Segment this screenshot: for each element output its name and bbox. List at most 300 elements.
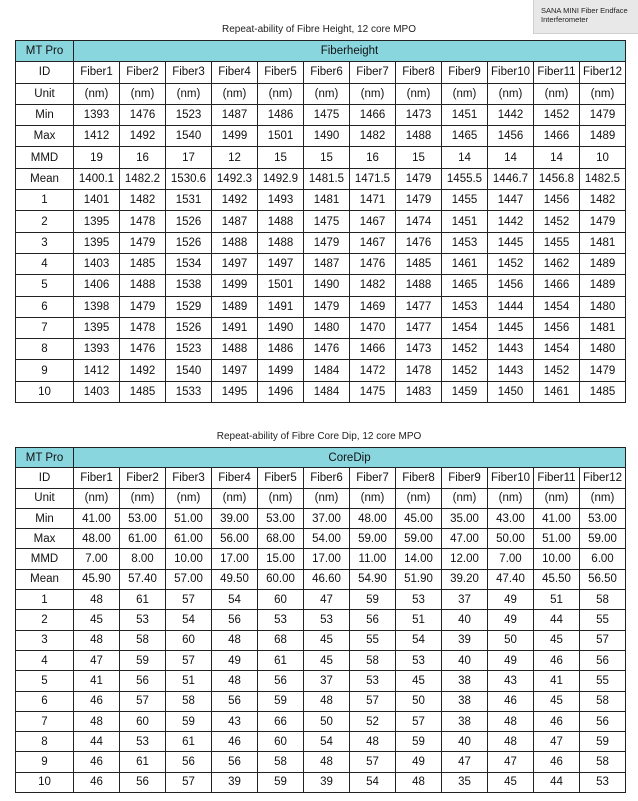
table-cell: 12	[212, 147, 258, 168]
row-label: 2	[16, 610, 74, 630]
table-cell: 51.90	[396, 569, 442, 589]
table-cell: 47	[442, 752, 488, 772]
table-cell: 1488	[258, 211, 304, 232]
table-group-header: Fiberheight	[74, 41, 626, 62]
table2-caption: Repeat-ability of Fibre Core Dip, 12 core MPO	[216, 431, 422, 442]
table-cell: 59	[258, 691, 304, 711]
table-cell: 49	[488, 610, 534, 630]
table-cell: 53	[396, 650, 442, 670]
table-cell: 1442	[488, 211, 534, 232]
row-label: MMD	[16, 147, 74, 168]
table-cell: 59	[350, 590, 396, 610]
table-cell: 1444	[488, 296, 534, 317]
table-cell: 45	[534, 691, 580, 711]
table-cell: Fiber6	[304, 62, 350, 83]
table-cell: 1459	[442, 381, 488, 402]
table-cell: 41	[534, 671, 580, 691]
table-cell: 1479	[580, 211, 626, 232]
table-cell: Fiber3	[166, 468, 212, 488]
table-cell: 47.00	[442, 529, 488, 549]
table-cell: 39	[304, 772, 350, 792]
table-corner-label: MT Pro	[16, 41, 74, 62]
table-cell: 1484	[304, 360, 350, 381]
table-cell: 1530.6	[166, 168, 212, 189]
table-cell: 1492	[120, 126, 166, 147]
row-label: 10	[16, 772, 74, 792]
table-cell: 1492	[212, 190, 258, 211]
table-cell: 45	[396, 671, 442, 691]
table-cell: 1475	[304, 211, 350, 232]
table-cell: 68.00	[258, 529, 304, 549]
table-cell: 7.00	[488, 549, 534, 569]
table-cell: 60	[166, 630, 212, 650]
table-cell: Fiber6	[304, 468, 350, 488]
table-cell: (nm)	[350, 488, 396, 508]
table-cell: 53	[580, 772, 626, 792]
table-cell: (nm)	[580, 488, 626, 508]
row-label: MMD	[16, 549, 74, 569]
table-cell: 17	[166, 147, 212, 168]
table-cell: 1456	[534, 190, 580, 211]
table-cell: 60	[258, 732, 304, 752]
table-cell: 1481	[304, 190, 350, 211]
table-cell: 1466	[534, 275, 580, 296]
table-cell: 57.40	[120, 569, 166, 589]
table-cell: 47	[304, 590, 350, 610]
table-cell: 49	[488, 650, 534, 670]
row-label: 5	[16, 671, 74, 691]
table-cell: 1465	[442, 126, 488, 147]
row-label: 2	[16, 211, 74, 232]
table-cell: 57	[166, 590, 212, 610]
table-cell: 1442	[488, 104, 534, 125]
table-cell: 58	[580, 590, 626, 610]
table-cell: 44	[534, 772, 580, 792]
table-cell: 39.00	[212, 508, 258, 528]
row-label: ID	[16, 62, 74, 83]
table-cell: 47	[488, 752, 534, 772]
table-row	[16, 126, 626, 147]
table-cell: 58	[166, 691, 212, 711]
table-cell: 39.20	[442, 569, 488, 589]
table-cell: 1538	[166, 275, 212, 296]
table-cell: 1489	[580, 253, 626, 274]
table-row	[16, 317, 626, 338]
table-cell: 1499	[212, 275, 258, 296]
fiber-height-table	[15, 40, 626, 403]
table-cell: 1526	[166, 211, 212, 232]
table-cell: 1540	[166, 360, 212, 381]
table-cell: 1412	[74, 126, 120, 147]
table1-caption: Repeat-ability of Fibre Height, 12 core MPO	[222, 24, 416, 35]
row-label: 3	[16, 232, 74, 253]
table-cell: 1476	[350, 253, 396, 274]
table-cell: 40	[442, 610, 488, 630]
table-cell: 1450	[488, 381, 534, 402]
row-label: Unit	[16, 83, 74, 104]
table-cell: 1476	[304, 339, 350, 360]
table-cell: 45	[304, 650, 350, 670]
table-cell: 56	[212, 691, 258, 711]
table-cell: 15	[304, 147, 350, 168]
table-cell: 58	[120, 630, 166, 650]
table-row	[16, 275, 626, 296]
table-cell: 61	[120, 590, 166, 610]
table-cell: 45.50	[534, 569, 580, 589]
table-cell: 17.00	[212, 549, 258, 569]
table-cell: 1452	[534, 104, 580, 125]
table-cell: 8.00	[120, 549, 166, 569]
table-cell: 1467	[350, 211, 396, 232]
table-cell: 56	[212, 610, 258, 630]
table-cell: 1478	[120, 317, 166, 338]
table-cell: 1470	[350, 317, 396, 338]
table-cell: 1501	[258, 275, 304, 296]
table-cell: 1451	[442, 104, 488, 125]
table-cell: 1451	[442, 211, 488, 232]
row-label: 8	[16, 339, 74, 360]
table-cell: 1452	[534, 360, 580, 381]
table-cell: 1446.7	[488, 168, 534, 189]
table-cell: 59.00	[580, 529, 626, 549]
table-cell: 44	[534, 610, 580, 630]
table-cell: 57	[120, 691, 166, 711]
table-cell: 1488	[212, 339, 258, 360]
table-cell: 1403	[74, 253, 120, 274]
table-cell: 1453	[442, 296, 488, 317]
table-cell: 1495	[212, 381, 258, 402]
table-cell: (nm)	[166, 83, 212, 104]
table-cell: Fiber9	[442, 62, 488, 83]
table-cell: 1461	[534, 381, 580, 402]
table-cell: 57	[580, 630, 626, 650]
table-cell: 1497	[258, 253, 304, 274]
table-cell: 1487	[212, 211, 258, 232]
table-cell: 56	[120, 671, 166, 691]
table-cell: 1490	[304, 126, 350, 147]
table-cell: 1398	[74, 296, 120, 317]
table-cell: Fiber7	[350, 62, 396, 83]
row-label: 1	[16, 190, 74, 211]
table-cell: 1479	[580, 104, 626, 125]
table-cell: 53	[304, 610, 350, 630]
table-cell: 1406	[74, 275, 120, 296]
table-header-row	[16, 448, 626, 468]
table-group-header: CoreDip	[74, 448, 626, 468]
table-cell: 1474	[396, 211, 442, 232]
table-cell: Fiber4	[212, 468, 258, 488]
table-cell: 46	[74, 752, 120, 772]
table-cell: 49	[396, 752, 442, 772]
table-cell: 1477	[396, 317, 442, 338]
table-cell: 1466	[350, 339, 396, 360]
table-cell: (nm)	[396, 83, 442, 104]
table-cell: 1488	[396, 275, 442, 296]
table-cell: Fiber9	[442, 468, 488, 488]
table-cell: (nm)	[258, 83, 304, 104]
table-cell: 1540	[166, 126, 212, 147]
table-cell: 1443	[488, 339, 534, 360]
table-cell: 53.00	[120, 508, 166, 528]
table-cell: 1481	[580, 317, 626, 338]
table-cell: 1479	[120, 296, 166, 317]
table-cell: 1443	[488, 360, 534, 381]
table-cell: 1467	[350, 232, 396, 253]
table-cell: Fiber5	[258, 468, 304, 488]
table-cell: 1454	[534, 296, 580, 317]
table-cell: (nm)	[258, 488, 304, 508]
table-cell: 54	[212, 590, 258, 610]
table-cell: 1526	[166, 317, 212, 338]
table-cell: 1476	[120, 339, 166, 360]
table-cell: 1456	[488, 126, 534, 147]
table-cell: 48	[350, 732, 396, 752]
table-cell: 59	[166, 711, 212, 731]
table-cell: 56	[350, 610, 396, 630]
table-cell: 1452	[488, 253, 534, 274]
table-cell: 14	[488, 147, 534, 168]
table-cell: 1484	[304, 381, 350, 402]
table-cell: 1480	[580, 296, 626, 317]
table-cell: 46.60	[304, 569, 350, 589]
table-cell: (nm)	[534, 488, 580, 508]
table-cell: Fiber12	[580, 62, 626, 83]
row-label: 10	[16, 381, 74, 402]
table-cell: 66	[258, 711, 304, 731]
table-cell: 1469	[350, 296, 396, 317]
table-cell: 1480	[304, 317, 350, 338]
table-cell: 54.90	[350, 569, 396, 589]
table-row	[16, 253, 626, 274]
table-row	[16, 691, 626, 711]
table-cell: 1481.5	[304, 168, 350, 189]
table-cell: 1526	[166, 232, 212, 253]
table-cell: 59	[258, 772, 304, 792]
table-cell: (nm)	[396, 488, 442, 508]
row-label: Mean	[16, 168, 74, 189]
row-label: 4	[16, 253, 74, 274]
table-row	[16, 211, 626, 232]
row-label: 8	[16, 732, 74, 752]
table-cell: 41.00	[74, 508, 120, 528]
table-cell: 48	[304, 691, 350, 711]
table-row	[16, 190, 626, 211]
table-cell: 55	[350, 630, 396, 650]
table-cell: 1479	[304, 232, 350, 253]
table-cell: 1478	[120, 211, 166, 232]
table-cell: 1471.5	[350, 168, 396, 189]
table-cell: (nm)	[580, 83, 626, 104]
table-cell: (nm)	[74, 83, 120, 104]
table-cell: 47	[74, 650, 120, 670]
table-cell: 1478	[396, 360, 442, 381]
table-cell: Fiber11	[534, 62, 580, 83]
table-cell: 1483	[396, 381, 442, 402]
table-cell: 43.00	[488, 508, 534, 528]
table-cell: 53	[120, 732, 166, 752]
table-cell: (nm)	[74, 488, 120, 508]
table-cell: 51	[534, 590, 580, 610]
table-cell: 1456	[488, 275, 534, 296]
table-cell: 1485	[396, 253, 442, 274]
table-cell: 45	[304, 630, 350, 650]
table-cell: 1471	[350, 190, 396, 211]
table-row	[16, 62, 626, 83]
table-cell: 1476	[120, 104, 166, 125]
table-cell: 46	[488, 691, 534, 711]
table-cell: 1454	[442, 317, 488, 338]
table-cell: 1452	[442, 339, 488, 360]
table-cell: 1491	[212, 317, 258, 338]
table-cell: (nm)	[488, 83, 534, 104]
table-cell: 48	[74, 590, 120, 610]
table-cell: 1486	[258, 104, 304, 125]
table-cell: 43	[488, 671, 534, 691]
table-cell: 10	[580, 147, 626, 168]
table-row	[16, 610, 626, 630]
table-cell: 53	[396, 590, 442, 610]
table-cell: 1479	[580, 360, 626, 381]
table-cell: 59	[396, 732, 442, 752]
table-cell: 56	[120, 772, 166, 792]
table-cell: 1403	[74, 381, 120, 402]
table-cell: 1489	[580, 275, 626, 296]
table-cell: 45	[74, 610, 120, 630]
table-cell: 1412	[74, 360, 120, 381]
table-cell: 1497	[212, 253, 258, 274]
row-label: 3	[16, 630, 74, 650]
table-cell: 50	[396, 691, 442, 711]
table-cell: 12.00	[442, 549, 488, 569]
table-cell: Fiber10	[488, 468, 534, 488]
row-label: 7	[16, 317, 74, 338]
table-cell: 40	[442, 732, 488, 752]
table-cell: 1473	[396, 339, 442, 360]
table-cell: 47	[534, 732, 580, 752]
table-cell: 1452	[442, 360, 488, 381]
row-label: ID	[16, 468, 74, 488]
table-cell: 10.00	[166, 549, 212, 569]
table-cell: 39	[212, 772, 258, 792]
table-cell: 1466	[534, 126, 580, 147]
table-header-row	[16, 41, 626, 62]
table-cell: 1490	[258, 317, 304, 338]
table-cell: 49	[488, 590, 534, 610]
table-cell: 61	[120, 752, 166, 772]
table-cell: 1393	[74, 339, 120, 360]
table-cell: 46	[534, 711, 580, 731]
table-cell: 43	[212, 711, 258, 731]
table-cell: 53.00	[258, 508, 304, 528]
table-cell: 1482	[350, 126, 396, 147]
table-cell: 1488	[120, 275, 166, 296]
table-cell: 1455	[442, 190, 488, 211]
table-cell: 50	[304, 711, 350, 731]
table-cell: 54	[166, 610, 212, 630]
table-cell: 37	[304, 671, 350, 691]
table-cell: 38	[442, 671, 488, 691]
table-row	[16, 168, 626, 189]
table-cell: 45	[488, 772, 534, 792]
table-cell: 57	[396, 711, 442, 731]
table-cell: 1492.9	[258, 168, 304, 189]
table-row	[16, 711, 626, 731]
row-label: 4	[16, 650, 74, 670]
table-cell: Fiber2	[120, 62, 166, 83]
table-cell: 1491	[258, 296, 304, 317]
table-cell: 48.00	[74, 529, 120, 549]
table-cell: 1482.2	[120, 168, 166, 189]
table-cell: 37.00	[304, 508, 350, 528]
table-cell: Fiber8	[396, 468, 442, 488]
table-cell: (nm)	[350, 83, 396, 104]
table-cell: 48	[488, 711, 534, 731]
table-cell: 17.00	[304, 549, 350, 569]
table-cell: 57	[166, 650, 212, 670]
table-row	[16, 752, 626, 772]
table-cell: Fiber5	[258, 62, 304, 83]
table-cell: 1482.5	[580, 168, 626, 189]
table-cell: Fiber12	[580, 468, 626, 488]
table-cell: 1490	[304, 275, 350, 296]
table-cell: Fiber8	[396, 62, 442, 83]
row-label: Min	[16, 508, 74, 528]
table-cell: 1395	[74, 211, 120, 232]
table-cell: 44	[74, 732, 120, 752]
table-cell: 1492	[120, 360, 166, 381]
table-cell: 1523	[166, 104, 212, 125]
table-cell: 60.00	[258, 569, 304, 589]
table-cell: 1465	[442, 275, 488, 296]
table-cell: 57	[350, 691, 396, 711]
table-row	[16, 339, 626, 360]
table-cell: 54	[350, 772, 396, 792]
table-cell: 1488	[212, 232, 258, 253]
core-dip-table	[15, 447, 626, 793]
table-cell: 58	[258, 752, 304, 772]
table-cell: 47.40	[488, 569, 534, 589]
badge-line-1: SANA MINI Fiber Endface	[541, 6, 628, 15]
row-label: 6	[16, 691, 74, 711]
table-cell: 59.00	[350, 529, 396, 549]
table-cell: 61	[258, 650, 304, 670]
table-cell: 14	[534, 147, 580, 168]
table-cell: 51	[166, 671, 212, 691]
table-cell: 1477	[396, 296, 442, 317]
table-cell: 51	[396, 610, 442, 630]
table-cell: (nm)	[442, 83, 488, 104]
table-cell: 46	[74, 772, 120, 792]
table-cell: 1395	[74, 317, 120, 338]
table-cell: 1445	[488, 232, 534, 253]
table-cell: 1480	[580, 339, 626, 360]
table-cell: (nm)	[166, 488, 212, 508]
table-cell: 7.00	[74, 549, 120, 569]
row-label: Max	[16, 529, 74, 549]
table-cell: 39	[442, 630, 488, 650]
table-cell: 56.00	[212, 529, 258, 549]
table-row	[16, 147, 626, 168]
row-label: 7	[16, 711, 74, 731]
table-cell: 1489	[212, 296, 258, 317]
table-cell: 50	[488, 630, 534, 650]
table-cell: 1485	[120, 381, 166, 402]
table-row	[16, 232, 626, 253]
table-cell: 1447	[488, 190, 534, 211]
table-cell: 1454	[534, 339, 580, 360]
table-cell: 57.00	[166, 569, 212, 589]
table-cell: Fiber1	[74, 62, 120, 83]
